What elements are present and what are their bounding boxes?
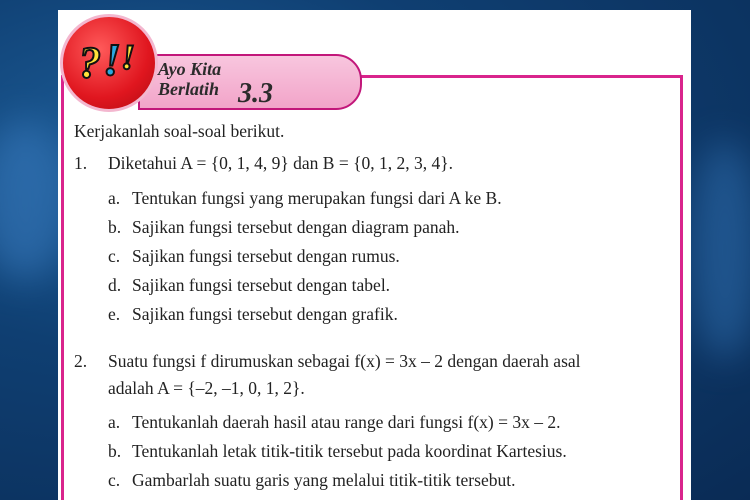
q2-item-c-letter: c. xyxy=(108,470,121,490)
q1-item-b: Sajikan fungsi tersebut dengan diagram panah. xyxy=(132,217,460,237)
question-2-stem-line2: adalah A = {–2, –1, 0, 1, 2}. xyxy=(108,378,305,398)
background-blur xyxy=(690,140,750,360)
question-exclamation-icon xyxy=(60,14,158,112)
svg-text:!: ! xyxy=(121,37,136,77)
q1-item-b-letter: b. xyxy=(108,217,122,237)
q2-item-b-letter: b. xyxy=(108,441,122,461)
exercise-number: 3.3 xyxy=(238,78,273,109)
question-1-number: 1. xyxy=(74,153,88,173)
q1-item-c-letter: c. xyxy=(108,246,121,266)
svg-text:!: ! xyxy=(103,34,121,85)
intro-text: Kerjakanlah soal-soal berikut. xyxy=(74,121,285,141)
header-title-line2: Berlatih xyxy=(158,79,220,99)
q1-item-a-letter: a. xyxy=(108,188,121,208)
q1-item-e: Sajikan fungsi tersebut dengan grafik. xyxy=(132,304,398,324)
question-2-number: 2. xyxy=(74,351,88,371)
q1-item-e-letter: e. xyxy=(108,304,121,324)
question-1-stem: Diketahui A = {0, 1, 4, 9} dan B = {0, 1, 2, 3, 4}. xyxy=(108,153,453,173)
svg-text:?: ? xyxy=(79,38,101,87)
header-title xyxy=(158,59,221,99)
q1-item-c: Sajikan fungsi tersebut dengan rumus. xyxy=(132,246,400,266)
header-title-line1: Ayo Kita xyxy=(158,59,222,79)
q2-item-a: Tentukanlah daerah hasil atau range dari fungsi f(x) = 3x – 2. xyxy=(132,412,561,432)
textbook-page xyxy=(58,10,691,500)
q2-item-b: Tentukanlah letak titik-titik tersebut pada koordinat Kartesius. xyxy=(132,441,567,461)
q1-item-d-letter: d. xyxy=(108,275,122,295)
q2-item-a-letter: a. xyxy=(108,412,121,432)
question-2-stem-line1: Suatu fungsi f dirumuskan sebagai f(x) = 3x – 2 dengan daerah asal xyxy=(108,351,581,371)
q1-item-d: Sajikan fungsi tersebut dengan tabel. xyxy=(132,275,391,295)
q2-item-c: Gambarlah suatu garis yang melalui titik-titik tersebut. xyxy=(132,470,516,490)
q1-item-a: Tentukan fungsi yang merupakan fungsi dari A ke B. xyxy=(132,188,502,208)
